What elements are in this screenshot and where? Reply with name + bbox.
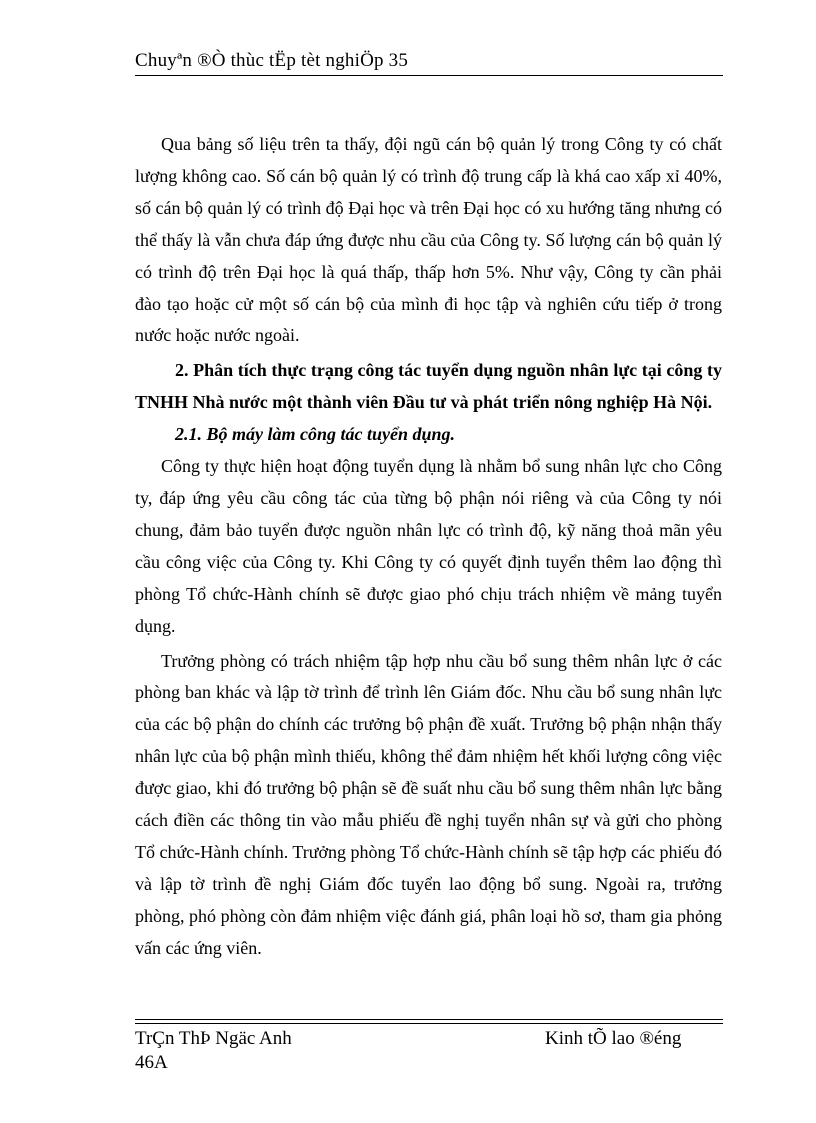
footer-author: TrÇn ThÞ Ngäc Anh <box>135 1028 292 1049</box>
paragraph-intro: Qua bảng số liệu trên ta thấy, đội ngũ cán bộ quản lý trong Công ty có chất lượng không cao. Số cán bộ quản lý có trình độ trung cấp là khá cao xấp xỉ 40%, số cán bộ quản lý có trình độ Đại học và trên Đại học có xu hướng tăng nhưng có thể thấy là vẫn chưa đáp ứng được nhu cầu của Công ty. Số lượng cán bộ quản lý có trình độ trên Đại học là quá thấp, thấp hơn 5%. Như vậy, Công ty cần phải đào tạo hoặc cử một số cán bộ của mình đi học tập và nghiên cứu tiếp ở trong nước hoặc nước ngoài. <box>135 134 722 346</box>
header-divider <box>135 75 723 76</box>
paragraph-manager-duties: Trưởng phòng có trách nhiệm tập hợp nhu cầu bổ sung thêm nhân lực ở các phòng ban khác và lập tờ trình để trình lên Giám đốc. Nhu cầu bổ sung nhân lực của các bộ phận do chính các trưởng bộ phận đề xuất. Trưởng bộ phận nhận thấy nhân lực của bộ phận mình thiếu, không thể đảm nhiệm hết khối lượng công việc được giao, khi đó trưởng bộ phận sẽ đề suất nhu cầu bổ sung thêm nhân lực bằng cách điền các thông tin vào mẫu phiếu đề nghị tuyển nhân sự và gửi cho phòng Tổ chức-Hành chính. Trưởng phòng Tổ chức-Hành chính sẽ tập hợp các phiếu đó và lập tờ trình đề nghị Giám đốc tuyển lao động bổ sung. Ngoài ra, trưởng phòng, phó phòng còn đảm nhiệm việc đánh giá, phân loại hồ sơ, tham gia phỏng vấn các ứng viên. <box>135 650 722 958</box>
footer-divider-top <box>135 1019 723 1020</box>
subsection-heading: 2.1. Bộ máy làm công tác tuyển dụng. <box>175 424 456 445</box>
running-header: Chuyªn ®Ò thùc tËp tèt nghiÖp 35 <box>135 50 409 71</box>
footer-class: 46A <box>135 1052 168 1073</box>
footer-author-block <box>135 1027 292 1075</box>
footer-department: Kinh tÕ lao ®éng <box>545 1028 682 1049</box>
paragraph-recruitment: Công ty thực hiện hoạt động tuyển dụng là nhằm bổ sung nhân lực cho Công ty, đáp ứng yêu cầu công tác của từng bộ phận nói riêng và của Công ty nói chung, đảm bảo tuyển được nguồn nhân lực có trình độ, kỹ năng thoả mãn yêu cầu công việc của Công ty. Khi Công ty có quyết định tuyển thêm lao động thì phòng Tổ chức-Hành chính sẽ được giao phó chịu trách nhiệm về mảng tuyển dụng. <box>135 456 722 636</box>
footer-divider-bottom <box>135 1023 723 1024</box>
document-body <box>135 129 722 965</box>
section-heading: 2. Phân tích thực trạng công tác tuyển dụng nguồn nhân lực tại công ty TNHH Nhà nước một thành viên Đầu tư và phát triển nông nghiệp Hà Nội. <box>135 360 722 413</box>
